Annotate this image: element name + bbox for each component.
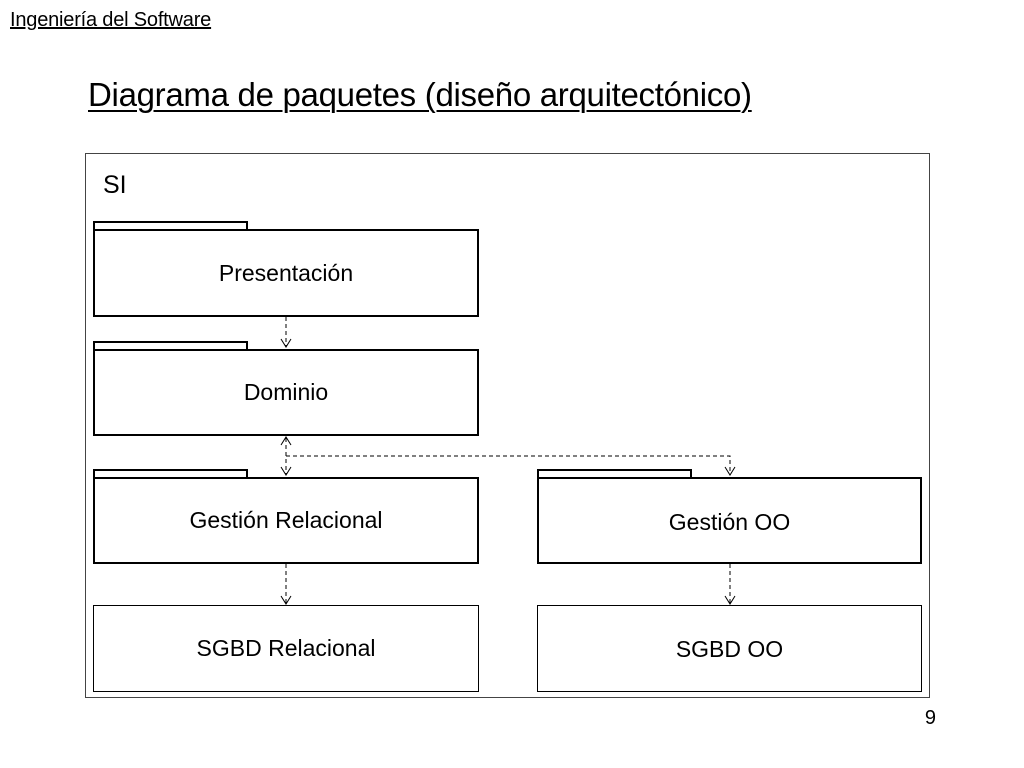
component-sgbd-oo	[537, 605, 922, 692]
package-label-presentacion: Presentación	[218, 259, 354, 286]
package-gestion-oo	[537, 477, 922, 564]
component-label-sgbd-relacional: SGBD Relacional	[196, 635, 376, 661]
package-label-gestion-relacional: Gestión Relacional	[189, 507, 383, 533]
page-number: 9	[924, 707, 936, 729]
package-label-dominio: Dominio	[243, 379, 329, 405]
slide-title: Diagrama de paquetes (diseño arquitectónico)	[88, 76, 752, 113]
package-gestion-relacional	[93, 477, 479, 564]
component-label-sgbd-oo: SGBD OO	[675, 636, 784, 662]
package-tab-presentacion	[93, 221, 248, 229]
package-tab-gestion-relacional	[93, 469, 248, 477]
system-label: SI	[103, 171, 127, 199]
package-dominio	[93, 349, 479, 436]
package-tab-gestion-oo	[537, 469, 692, 477]
package-label-gestion-oo: Gestión OO	[668, 509, 791, 535]
package-tab-dominio	[93, 341, 248, 349]
package-presentacion	[93, 229, 479, 317]
component-sgbd-relacional	[93, 605, 479, 692]
course-header: Ingeniería del Software	[10, 9, 212, 31]
